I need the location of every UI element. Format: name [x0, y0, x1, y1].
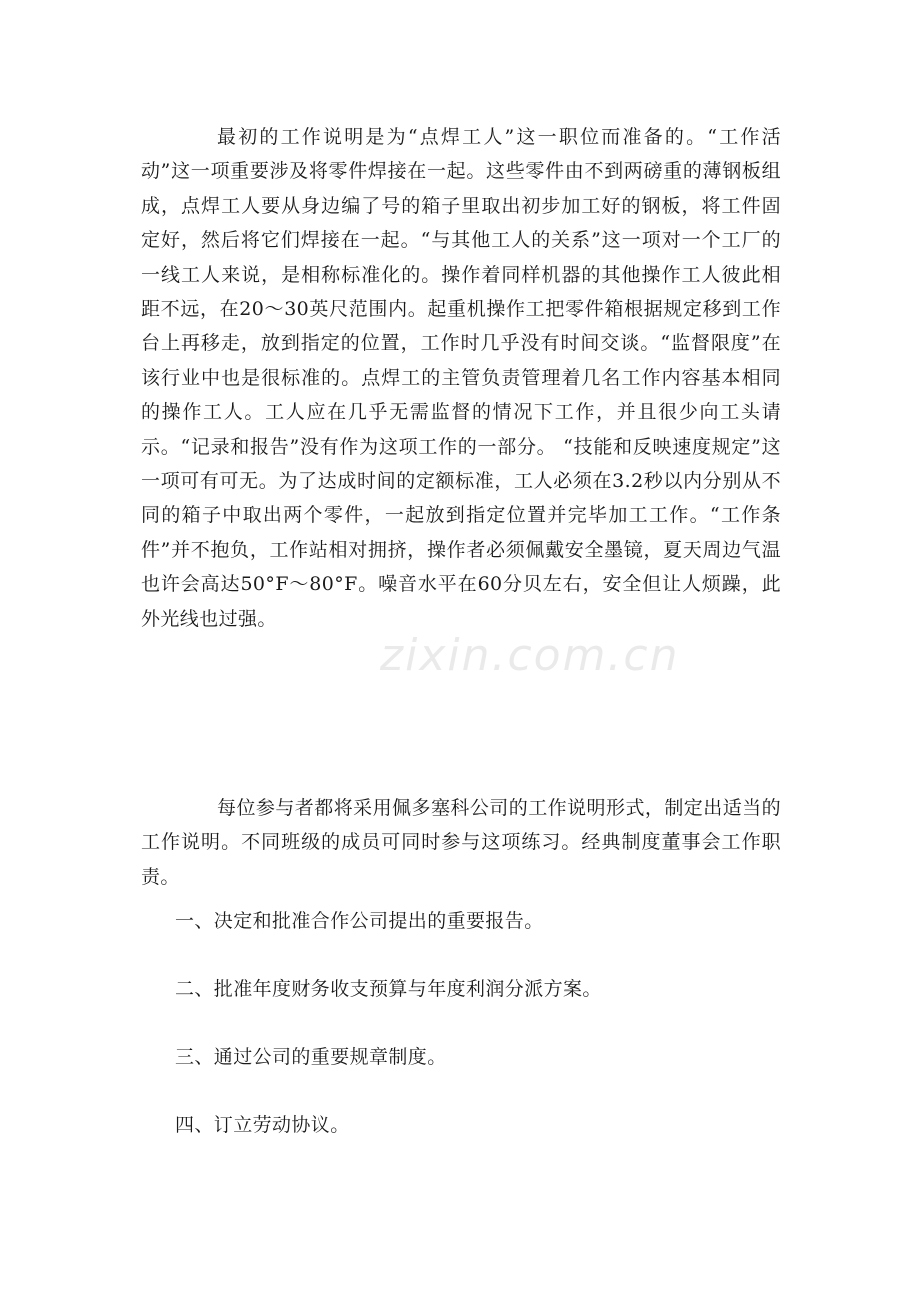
list-item: 四、订立劳动协议。: [175, 1114, 350, 1136]
list-item: 二、批准年度财务收支预算与年度利润分派方案。: [175, 978, 602, 1000]
list-item: 三、通过公司的重要规章制度。: [175, 1046, 447, 1068]
body-paragraph-1: 最初的工作说明是为“点焊工人”这一职位而准备的。“工作活动”这一项重要涉及将零件焊接在一起。这些零件由不到两磅重的薄钢板组成，点焊工人要从身边编了号的箱子里取出初步加工好的钢板，将工件固定好，然后将它们焊接在一起。“与其他工人的关系”这一项对一个工厂的一线工人来说，是相称标准化的。操作着同样机器的其他操作工人彼此相距不远，在20～30英尺范围内。起重机操作工把零件箱根据规定移到工作台上再移走，放到指定的位置，工作时几乎没有时间交谈。“监督限度”在该行业中也是很标准的。点焊工的主管负责管理着几名工作内容基本相同的操作工人。工人应在几乎无需监督的情况下工作，并且很少向工头请示。“记录和报告”没有作为这项工作的一部分。 “技能和反映速度规定”这一项可有可无。为了达成时间的定额标准，工人必须在3.2秒以内分别从不同的箱子中取出两个零件，一起放到指定位置并完毕加工工作。“工作条件”并不抱负，工作站相对拥挤，操作者必须佩戴安全墨镜，夏天周边气温也许会高达50°F～80°F。噪音水平在60分贝左右，安全但让人烦躁，此外光线也过强。: [141, 126, 781, 630]
body-paragraph-2: 每位参与者都将采用佩多塞科公司的工作说明形式，制定出适当的工作说明。不同班级的成员可同时参与这项练习。经典制度董事会工作职责。: [141, 797, 781, 888]
list-item: 一、决定和批准合作公司提出的重要报告。: [175, 910, 544, 932]
watermark: zixin.com.cn: [380, 630, 680, 681]
